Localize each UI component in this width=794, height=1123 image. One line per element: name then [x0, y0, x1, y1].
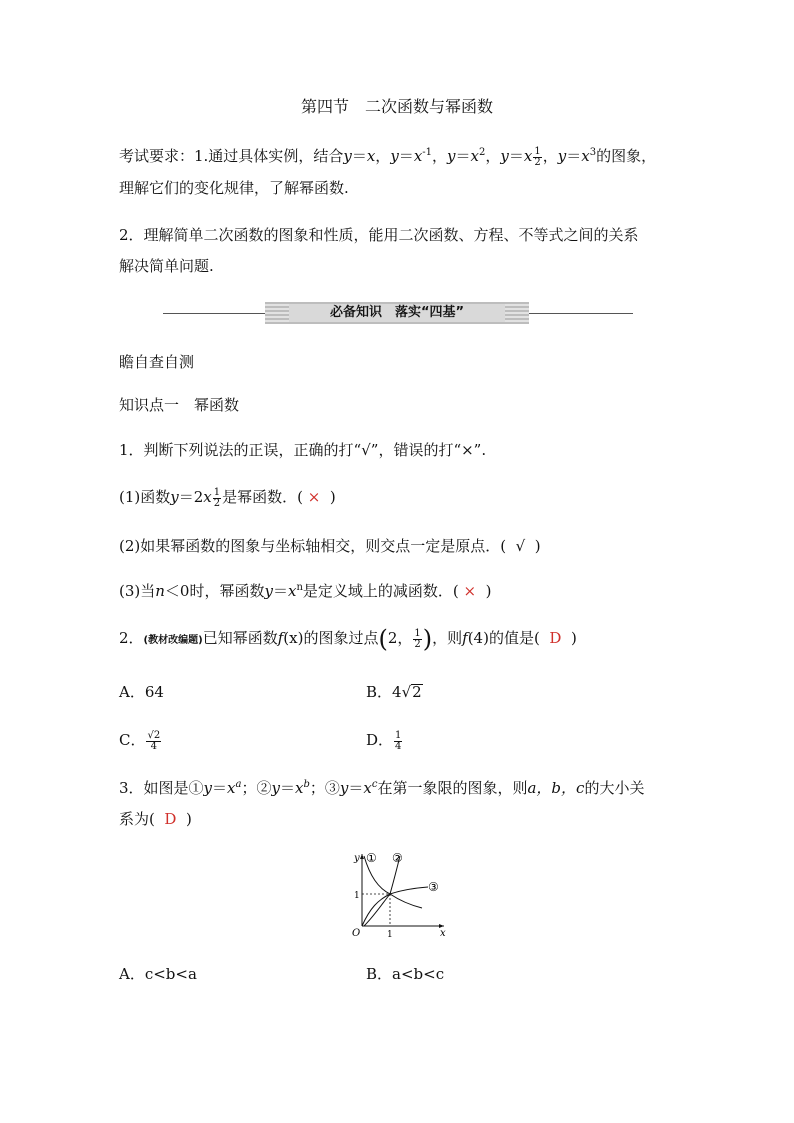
answer-cross: ×: [463, 582, 477, 600]
separator: ，: [432, 147, 448, 165]
math-var: x: [470, 147, 480, 165]
source-tag: (教材改编题): [143, 635, 203, 646]
math-var: y: [500, 147, 509, 165]
requirement-2-line-2: 解决简单问题.: [119, 257, 214, 275]
exponent: -1: [422, 147, 433, 158]
q3-option-b: B．a<b<c: [366, 965, 445, 983]
separator: ，: [485, 147, 501, 165]
fraction-exponent: $\frac{1}{2}$: [534, 145, 541, 168]
math-op: ＝: [455, 147, 471, 165]
question-1-stem: 1．判断下列说法的正误，正确的打“√”，错误的打“×”.: [119, 441, 487, 459]
fraction: $\frac{1}{2}$: [414, 627, 421, 650]
question-1-statement-3: (3)当n＜0时，幂函数$y=x^n$是定义域上的减函数．( × ): [119, 582, 492, 600]
math-var: y: [447, 147, 456, 165]
fraction: $\frac{1}{4}$: [395, 729, 402, 752]
math-var: x: [523, 147, 533, 165]
separator: ，: [542, 147, 558, 165]
x-one-label: 1: [387, 930, 393, 938]
section-banner: [163, 302, 633, 326]
self-check-heading: 瞻自查自测: [119, 353, 195, 371]
knowledge-point-heading: 知识点一 幂函数: [119, 396, 240, 414]
curve-1-label: ①: [366, 851, 377, 865]
answer-check: √: [515, 537, 526, 555]
requirements-label: 考试要求：1.通过具体实例，结合: [119, 147, 344, 165]
banner-rule-right: [529, 313, 633, 314]
section-title: 第四节 二次函数与幂函数: [300, 97, 493, 116]
curve-3-label: ③: [428, 880, 439, 894]
curve-2: [364, 856, 400, 926]
answer-letter: D: [164, 810, 177, 828]
separator: ，: [375, 147, 391, 165]
requirements-line-2: 理解它们的变化规律，了解幂函数.: [119, 179, 349, 197]
curve-2-label: ②: [392, 851, 403, 865]
origin-label: O: [352, 928, 361, 938]
option-d: D． $\frac{1}{4}$: [366, 729, 402, 752]
question-2-stem: 2．(教材改编题)已知幂函数f(x)的图象过点(2， $\frac{1}{2}$ )，则f(4)的值是( D ): [119, 625, 577, 653]
banner-box: [265, 302, 529, 324]
q3-option-a: A．c<b<a: [119, 965, 197, 983]
y-one-label: 1: [354, 891, 360, 901]
math-op: ＝: [398, 147, 414, 165]
y-axis-arrow: [360, 854, 364, 859]
math-var: x: [581, 147, 590, 165]
requirements-tail: 的图象，: [596, 147, 657, 165]
x-axis-label: x: [440, 928, 446, 938]
option-b: B．4√2: [366, 683, 422, 701]
math-var: x: [366, 147, 376, 165]
fraction: $\frac{√2}{4}$: [147, 729, 161, 752]
math-var: y: [390, 147, 399, 165]
banner-rule-left: [163, 313, 265, 314]
question-1-statement-1: (1)函数y＝2x $\frac{1}{2}$ 是幂函数．( × ): [119, 486, 336, 509]
math-op: ＝: [566, 147, 582, 165]
math-var: x: [413, 147, 423, 165]
fraction-exponent: $\frac{1}{2}$: [213, 486, 221, 509]
question-3-line-2: 系为( D ): [119, 810, 192, 828]
question-3-line-1: 3．如图是$①y=x^a$；$②y=x^b$；$③y=x^c$在第一象限的图象，则a，b，c的大小关: [119, 779, 645, 797]
math-op: ＝: [508, 147, 524, 165]
question-1-statement-2: (2)如果幂函数的图象与坐标轴相交，则交点一定是原点．( √ ): [119, 537, 541, 555]
math-var: y: [557, 147, 567, 165]
exponent: 3: [589, 147, 597, 158]
option-a: A．64: [119, 683, 164, 701]
answer-letter: D: [549, 629, 562, 647]
power-function-figure: [340, 846, 450, 938]
y-axis-label: y: [354, 853, 360, 864]
requirements-line-1: [119, 146, 656, 168]
math-var: y: [343, 147, 352, 165]
answer-cross: ×: [307, 488, 321, 506]
requirement-2-line-1: 2．理解简单二次函数的图象和性质，能用二次函数、方程、不等式之间的关系: [119, 226, 639, 244]
math-op: ＝: [351, 147, 367, 165]
exponent: 2: [479, 147, 486, 158]
banner-text: 必备知识 落实“四基”: [289, 304, 505, 322]
option-c: C． $\frac{√2}{4}$: [119, 729, 161, 752]
